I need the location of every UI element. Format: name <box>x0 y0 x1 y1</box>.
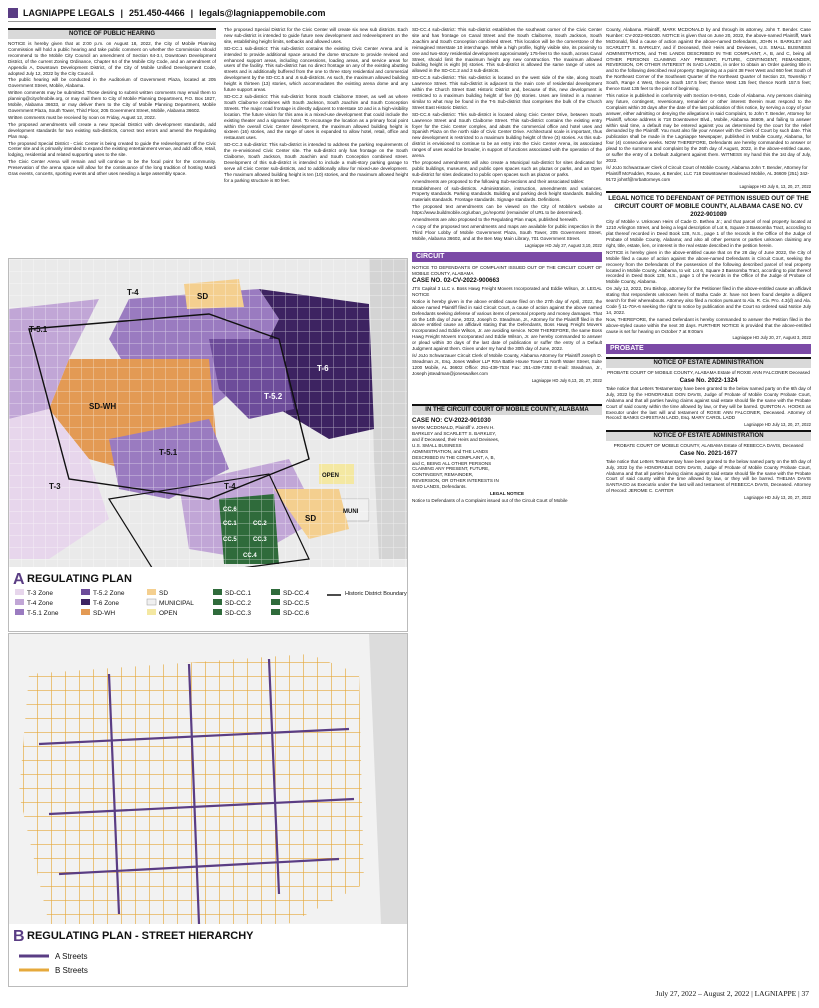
map-title: REGULATING PLAN <box>27 573 132 585</box>
header-rule <box>8 21 811 22</box>
paragraph: Notice is hereby given in the above entitled cause filed on the 27th day of April, 2022, the above named Plaintiff filed in said Circuit Court, a cause of action against the above named Defendants seeking defense of various items of personal property and money damages. That on the 14th day of June, 2022, Joseph D. Steadman, Jr., Attorney for the Plaintiff filed in the above entitled cause an affidavit stating that the Defendants, Boss Hawg Freight Movers Incorporated and Eddie Wilson, Jr. are avoiding service. NOW THEREFORE, the same Boss Hawg Freight Movers Incorporated and Eddie Wilson, Jr. are hereby commanded to answer or plead within 30 days of the last date of publication or suffer the entry of a Default Judgment against them. Given under my hand the 30th day of June, 2022. <box>412 298 602 352</box>
publication-tag: Lagniappe HD July 6, 13, 20, 27, 2022 <box>739 183 811 189</box>
notice-heading: NOTICE OF ESTATE ADMINISTRATION <box>606 430 811 441</box>
paragraph: The public hearing will be conducted in the Auditorium of Government Plaza, located at 205 Government Street, Mobile, Alabama. <box>8 77 216 89</box>
zone-label: T-5.2 <box>264 392 283 401</box>
paragraph: PROBATE COURT OF MOBILE COUNTY, ALABAMA Estate of REBECCA DAVIS, Deceased <box>613 443 804 449</box>
map-title: REGULATING PLAN - STREET HIERARCHY <box>27 930 254 942</box>
notice-heading: IN THE CIRCUIT COURT OF MOBILE COUNTY, ALABAMA <box>412 404 602 415</box>
legend-item: A Streets <box>55 952 88 961</box>
publication-tag: Lagniappe HD July 6,13, 20, 27, 2022 <box>531 377 602 383</box>
legend-item: B Streets <box>55 966 88 975</box>
header-section: LAGNIAPPE LEGALS <box>23 8 115 18</box>
paragraph: A copy of the proposed text amendments and maps are available for public inspection in the Third Floor Lobby of Mobile Government Plaza, South Tower, 205 Government Street, Mobile, Alabama 36602, and at the Ben May Main Library, 701 Government Street. <box>412 224 602 241</box>
zone-label: T-4 <box>224 482 236 491</box>
legend-item: OPEN <box>159 610 178 617</box>
legend-item: T-6 Zone <box>93 600 120 607</box>
publication-tag: Lagniappe HD July 27, August 3,10, 2022 <box>524 242 602 248</box>
legend-item: Historic District Boundary <box>345 591 407 597</box>
paragraph: JTS Capital 3 LLC v. Boss Hawg Freight Movers Incorporated and Eddie Wilson, Jr. LEGAL NOTICE <box>412 286 602 297</box>
paragraph: MARK MCDONALD, Plaintiff v. JOHN H. BARKLEY and SCARLETT S. BARKLEY, and if Deceased, their Heirs and Devisees, U.S. SMALL BUSINESS ADMINISTRATION, and THE LANDS DESCRIBED IN THE COMPLAINT, A, B, and C, BEING ALL OTHER PERSONS CLAIMING ANY PRESENT, FUTURE, CONTINGENT, REMAINDER, REVERSION, OR OTHER INTERESTS IN SAID LANDS, Defendants. <box>412 425 500 490</box>
b-streets <box>19 654 364 934</box>
paragraph: City of Mobile v. Unknown Heirs of Cade D. Bethea Jr.; and that parcel of real property located at 1210 Arlington Street, and being a legal description of Lot 6, Square 3 Bassomba Tract, according to plat thereof recorded in Deed Book 128, N.S., page 1 of the records in the Office of the Judge of Probate of Mobile County, Alabama; and also all other persons or parties unknown claiming any right, title, estate, lien, or interest in the real estate described in the petition herein. <box>606 219 811 248</box>
paragraph: Establishment of sub-districts. Administration, instruction, amendments and variances. Property standards. Parking standards. Building and parking deck height standards. Building materials standards. Frontage standards. Signage standards. Definitions. <box>412 185 602 203</box>
header-phone: 251.450-4466 <box>129 8 185 18</box>
paragraph: Notice to Defendants of a Complaint issued out of the Circuit Court of Mobile <box>412 498 568 503</box>
legend-item: SD-CC.6 <box>283 610 310 617</box>
paragraph: SD-CC.4 sub-district: This sub-district establishes the southeast corner of the Civic Center site and has frontage on Canal Street and the South Claiborne, South Jackson, South Joachim and South Conception combined street. This location will be the cornerstone of the reimagined Interstate 10 interchange. While a high profile, highly visible site, its proximity to one and two-story residential development approximately 175-feet to the south, across Canal Street, should limit the maximum height any new construction. The maximum allowed building height is eight (8) stories. This sub-district is allowed the same range of uses as allowed in the SD-CC.2 and 3 sub-districts. <box>412 27 602 74</box>
zone-label: T-4 <box>127 288 139 297</box>
legal-notice-label: LEGAL NOTICE <box>489 491 525 497</box>
zone-label: SD-WH <box>89 402 117 411</box>
publication-tag: Lagniappe HD July 13, 20, 27, 2022 <box>744 422 811 428</box>
paragraph: On July 12, 2022, Dru Bishop, attorney for the Petitioner filed in the above-entitled cause an affidavit stating that respondents unknown heirs of Batha Cade Jr. have not been found despite a diligent search for their whereabouts. Attorney also filed a motion pursuant to Ala. R. Civ. Pro. 4.3(d) and Ala. Code § 11-70A-6 seeking the right to notice by publication and the Court so ordered said Notice July 14, 2022. <box>606 286 811 315</box>
legend-item: T-3 Zone <box>27 590 54 597</box>
header-divider: | <box>120 8 124 18</box>
zone-label: CC.5 <box>223 537 237 543</box>
zone-label: T-3 <box>49 482 61 491</box>
zone-label: CC.6 <box>223 507 237 513</box>
paragraph: Amendments are also proposed to the Regulating Plan maps, published herewith. <box>412 217 579 223</box>
paragraph: The proposed Special District - Civic Center is being created to guide the redevelopment of the Civic Center site and is primarily intended to expand the existing entertainment venue, and add office, retail, lodging, residential and related supporting uses to the site. <box>8 140 216 158</box>
street-hierarchy-map <box>8 633 408 987</box>
section-heading-circuit: CIRCUIT <box>412 252 602 262</box>
paragraph: SD-CC.2 sub-district: This sub-district fronts South Claiborne Street, as well as where South Claiborne combines with South Jackson, South Joachim and South Conception Streets. The major road frontage is directly adjacent to Interstate 10 and is a high-visibility location. The future vision for this area is a mixed-use development that could include the existing theater and a signature hotel. To encourage the location as a primary focal point within the overall Civic Center development, the maximum allowed building height is sixteen (16) stories, and the range of uses is expanded to allow hotel, retail, office and restaurant uses. <box>224 93 408 141</box>
notice-heading: NOTICE OF PUBLIC HEARING <box>8 28 216 39</box>
notice-heading: NOTICE OF ESTATE ADMINISTRATION <box>606 357 811 368</box>
case-number: CASE NO. 02-CV-2022-900663 <box>412 277 500 285</box>
header-square-icon <box>8 8 18 18</box>
legend-item: MUNICIPAL <box>159 600 194 607</box>
page-header <box>8 7 325 19</box>
zone-label: CC.3 <box>253 537 267 543</box>
column-4 <box>606 27 811 985</box>
publication-tag: Lagniappe HD July 13, 20, 27, 2022 <box>744 495 811 501</box>
paragraph: Now, THEREFORE, the named Defendant is hereby commanded to answer the Petition filed in the above-styled cause within the next 30 days. FURTHER NOTICE is provided that the above-entitled cause is set for hearing on October 7 at 9:00am <box>606 316 811 334</box>
map-letter: B <box>13 928 25 945</box>
legend-item: SD-WH <box>93 610 116 617</box>
zone-label: CC.4 <box>243 553 257 559</box>
zone-label: SD <box>305 514 317 523</box>
paragraph: SD-CC.5 sub-district: This sub-district is located on the west side of the site, along South Lawrence Street. This sub-district is adjacent to the main core of residential development within the Church Street East Historic District and, because of this, new development is restricted to a maximum building height of five (5) stories. Uses are limited in a manner similar to what may be found in the T-5 Sub-district that comprises the bulk of the Church Street East Historic District. <box>412 75 602 110</box>
legend-item: SD-CC.3 <box>225 610 252 617</box>
zone-label: T-5.1 <box>159 448 178 457</box>
zone-label: CC.1 <box>223 521 237 527</box>
legend-item: SD-CC.4 <box>283 590 310 597</box>
paragraph: SD-CC.1 sub-district: This sub-district contains the existing Civic Center Arena and is intended to provide additional space around the dome structure to provide revised and enhanced support areas, including concessions, loading areas, and service areas for users of the facility. This sub-district has no direct frontage on any of the existing abutting streets and is additionally buffered from the one to three story residential and commercial development by the SD-CC.5 and .6 sub-districts. As such, the maximum allowed building height is thirteen (13) stories, which accommodates the existing arena dome and any future support areas. <box>224 45 408 93</box>
paragraph: The Civic Center Arena will remain and will continue to be the focal point for the community. Preservation of the arena space will allow for the continuance of the long tradition of hosting Mardi Gras events, concerts, sporting events and other uses needing a large assembly space. <box>8 159 216 177</box>
street-hierarchy-svg <box>9 634 407 986</box>
paragraph: /s/ JoJo Schwarzauer Circuit Clerk of Mobile County, Alabama Attorney for Plaintiff Joseph D. Steadman Jr., Esq. Jones Walker LLP RSA Battle House Tower 11 North Water Street, Suite 1200 Mobile, AL 36602 Office: 251-439-7534 Fax: 251-439-7392 E-mail: Steadman, Jr., Joseph jsteadman@joneswalker.com <box>412 353 602 376</box>
case-number: Case No. 2022-1324 <box>679 377 738 385</box>
paragraph: The proposed amendments will create a new Special District with development standards, add development standards for two existing sub-districts, correct text errors and amend the Regulating Plan map. <box>8 121 216 139</box>
header-email[interactable]: legals@lagniappemobile.com <box>199 8 326 18</box>
paragraph: The proposed Special District for the Civic Center will create six new sub districts. Each new sub-district is intended to guide future new development and redevelopment on the site, establishing height limits, setbacks and allowed uses. <box>224 27 408 44</box>
paragraph: The proposed amendments will also create a Municipal sub-district for sites dedicated for public buildings, museums, and public open spaces such as plazas or parks, and an Open sub-district for sites dedicated to public open spaces such as plazas or parks. <box>412 159 602 177</box>
regulating-plan-map <box>8 258 408 632</box>
zone-label: T-6 <box>317 364 329 373</box>
legend-item: T-5.2 Zone <box>93 590 125 597</box>
legend-item: T-4 Zone <box>27 600 54 607</box>
column-3 <box>412 27 602 989</box>
publication-tag: Lagniappe HD July 20, 27, August 3, 2022 <box>732 335 811 341</box>
map-letter: A <box>13 571 25 588</box>
column-1 <box>8 27 216 274</box>
paragraph: NOTICE TO DEFENDANTS OF COMPLAINT ISSUED OUT OF THE CIRCUIT COURT OF MOBILE COUNTY, ALABAMA <box>412 264 602 276</box>
zone-label: SD <box>197 292 209 301</box>
notice-heading: LEGAL NOTICE TO DEFENDANT OF PETITION ISSUED OUT OF THE CIRCUIT COURT OF MOBILE COUNTY, ALABAMA CASE NO. CV 2022-901089 <box>606 191 811 218</box>
paragraph: Take notice that Letters Testamentary have been granted to the below named party on the 6th day of July, 2022 by the HONORABLE DON DAVIS, Judge of Probate of Mobile County Probate Court, Alabama and that all parties having claims against said estate should file the same with the Probate Court of said county within the time allowed by law, or they will be barred. QUINTON A. HOOKS as Executor under the last will and testament of ROXIE ANN FALCONER, Deceased. Attorney of Record: BANKS CHRISTIAN LADD, Esq. MARY CAROL LADD <box>606 385 811 421</box>
zone-label: CC.2 <box>253 521 267 527</box>
legend-item: SD <box>159 590 169 597</box>
paragraph: Take notice that Letters Testamentary have been granted to the below named party on the 5th day of July, 2022 by the HONORABLE DON DAVIS, Judge of Probate of Mobile County Probate Court, Alabama and that all parties having claims against said estate should file the same with the Probate Court of said county within the time allowed by law, or they will be barred. THELMA DAVIS SANTIAGO as Executrix under the last will and testament of REBECCA DAVIS, Deceased. Attorney of Record: JEROME C. CARTER <box>606 458 811 494</box>
paragraph: The proposed text amendments can be viewed on the City of Mobile's website at https://www.buildmobile.org/urban_pc/reports/ (remainder of URL to be determined). <box>412 204 602 216</box>
zone-label: T-5.1 <box>29 325 48 334</box>
header-divider: | <box>190 8 194 18</box>
paragraph: NOTICE is hereby given in the above-entitled cause that on the 28 day of June 2022, the City of Mobile filed a cause of action against the above-named Defendants in Circuit Court, seeking the recovery from the Defendants of the possession of the following described parcel of real property located in Mobile County, Alabama, to wit: Lot 6, Square 3 Bassomba Tract, according to plat thereof recorded in Deed Book 128, N.S., page 1 of the records in the Office of the Judge of Probate of Mobile County, Alabama. <box>606 249 811 285</box>
legend-item: SD-CC.5 <box>283 600 310 607</box>
paragraph: SD-CC.6 sub-district: This sub-district is located along Civic Center Drive, between South Lawrence Street and South Claiborne Street. This sub-district contains the existing entry foyer for the Civic Center complex, and abuts the commercial office and hotel uses and Spanish Plaza on the north side of Civic Center Drive. Architectural scale is important, thus new development is restricted to a maximum building height of three (3) stories. As this sub-district is envisioned to continue to be an entry into the Civic Center Arena, its associated ranges of uses would be broader, in support of functions associated with the operation of the arena. <box>412 111 602 159</box>
paragraph: PROBATE COURT OF MOBILE COUNTY, ALABAMA Estate of ROXIE ANN FALCONER Deceased <box>607 370 810 376</box>
legend-item: SD-CC.2 <box>225 600 252 607</box>
paragraph: Written comments may be submitted. Those desiring to submit written comments may email them to planning@cityofmobile.org, or may mail them to City of Mobile Planning Department, P.O. Box 1827, Mobile, Alabama 36633, or may deliver them to the City of Mobile Planning Department, Mobile Government Plaza, South Tower, Third Floor, 205 Government Street, Mobile, Alabama 36602. <box>8 90 216 113</box>
paragraph: SD-CC.3 sub-district: This sub-district is intended to address the parking requirements of the re-envisioned Civic Center site. The sub-district only has frontage on the South Claiborne, South Jackson, South Joachim and South Conception combined street. Development of this sub-district is intended to include a multi-story parking garage to serve all Civic Center sub-districts, and to additionally allow for mixed-use development. The maximum allowed building height is ten (10) stories, and the maximum allowed height for a parking structure is 80 feet. <box>224 142 408 183</box>
column-2 <box>224 27 408 274</box>
zone-label: OPEN <box>322 473 340 479</box>
legend-item: T-5.1 Zone <box>27 610 59 617</box>
legend-item: SD-CC.1 <box>225 590 252 597</box>
paragraph: Written comments must be received by noon on Friday, August 12, 2022. <box>8 114 156 120</box>
paragraph: County, Alabama. Plaintiff, MARK MCDONALD by and through its attorney, John T. Bender. Case Number: CV-2022-901030. NOTICE is given that on June 20, 2022, the above-named Plaintiff, Mark McDonald, filed a cause of action against the above-named Defendants, JOHN H. BARKLEY and SCARLETT S. BARKLEY, and if Deceased, their Heirs and Devisees, U.S. SMALL BUSINESS ADMINISTRATION, and THE LANDS DESCRIBED IN THE COMPLAINT, A, B, and C, being all OTHER PERSONS CLAIMING ANY PRESENT, FUTURE, CONTINGENT, REMAINDER, REVERSION, OR OTHER INTEREST IN SAID LANDS, in order to obtain an Order quieting title in and to the following described real property: Beginning at a point 38 Feet West and 660 feet South of the Northeast Corner of the Southeast Quarter of the Northeast Quarter of Section 23, Township 7 South, Range 4 West, thence South 157.5 feet; thence West 135 feet; thence North 157.5 feet; thence East 135 feet to the point of beginning. <box>606 27 811 92</box>
paragraph: This notice is published in conformity with Section 6-6-564, Code of Alabama. Any persons claiming any future, contingent, reversionary, remainder or other interest therein must respond to the Complaint within 30 days after the date of the last publication of this notice, by serving a copy of your answer, either admitting or denying the allegations in said Complaint, to John T. Bender, Attorney for Plaintiff, whose address is 718 Downtowner Blvd., Mobile, Alabama 36609, and failing to answer within said time, a default may be entered against you as determined by the court for the relief demanded by the Plaintiff. You must also file your Answer with the Clerk of Court by such date. This publication shall be made in the Lagniappe Newspaper, published in Mobile County, Alabama, for four (4) consecutive weeks. NOW THEREFORE, Defendants are hereby commanded to answer or plead to the summons and complaint by the 26th day of August, 2022, in the above-entitled cause, or suffer the entry of a Default Judgment against them. WITNESS my hand this the 1st day of July, 2022. <box>606 92 811 163</box>
section-heading-probate: PROBATE <box>606 344 811 354</box>
case-number: CASE NO: CV-2022-901030 <box>412 416 491 424</box>
paragraph: Amendments are proposed to the following Sub-sections and their associated tables: <box>412 178 585 184</box>
paragraph: NOTICE is hereby given that at 2:00 p.m. on August 18, 2022, the City of Mobile Planning Commission will hold a public hearing and take public comment on whether the Commission should recommend to the Mobile City Council an amendment of Section 64-3.I, Downtown Development District, of the current Zoning Ordinance, Chapter 64 of the Mobile City Code, and an amendment of Appendix A, Downtown Development District, of the City of Mobile Unified Development Code, adopted July 12, 2022 by the City Council. <box>8 41 216 76</box>
regulating-plan-svg <box>9 259 407 631</box>
page-footer: July 27, 2022 – August 2, 2022 | LAGNIAPPE | 37 <box>655 989 809 998</box>
zone-label: MUNI <box>343 509 359 515</box>
case-number: Case No. 2021-1677 <box>679 450 738 458</box>
paragraph: /s/ JoJo Schwarzauer Clerk of Circuit Court of Mobile County, Alabama John T. Bender, Attorney for Plaintiff McFadden, Rouse, & Bender, LLC 718 Downtowner Boulevard Mobile, AL 36609 (251) 342-9172 johntf@mrbattorneys.com <box>606 164 810 182</box>
